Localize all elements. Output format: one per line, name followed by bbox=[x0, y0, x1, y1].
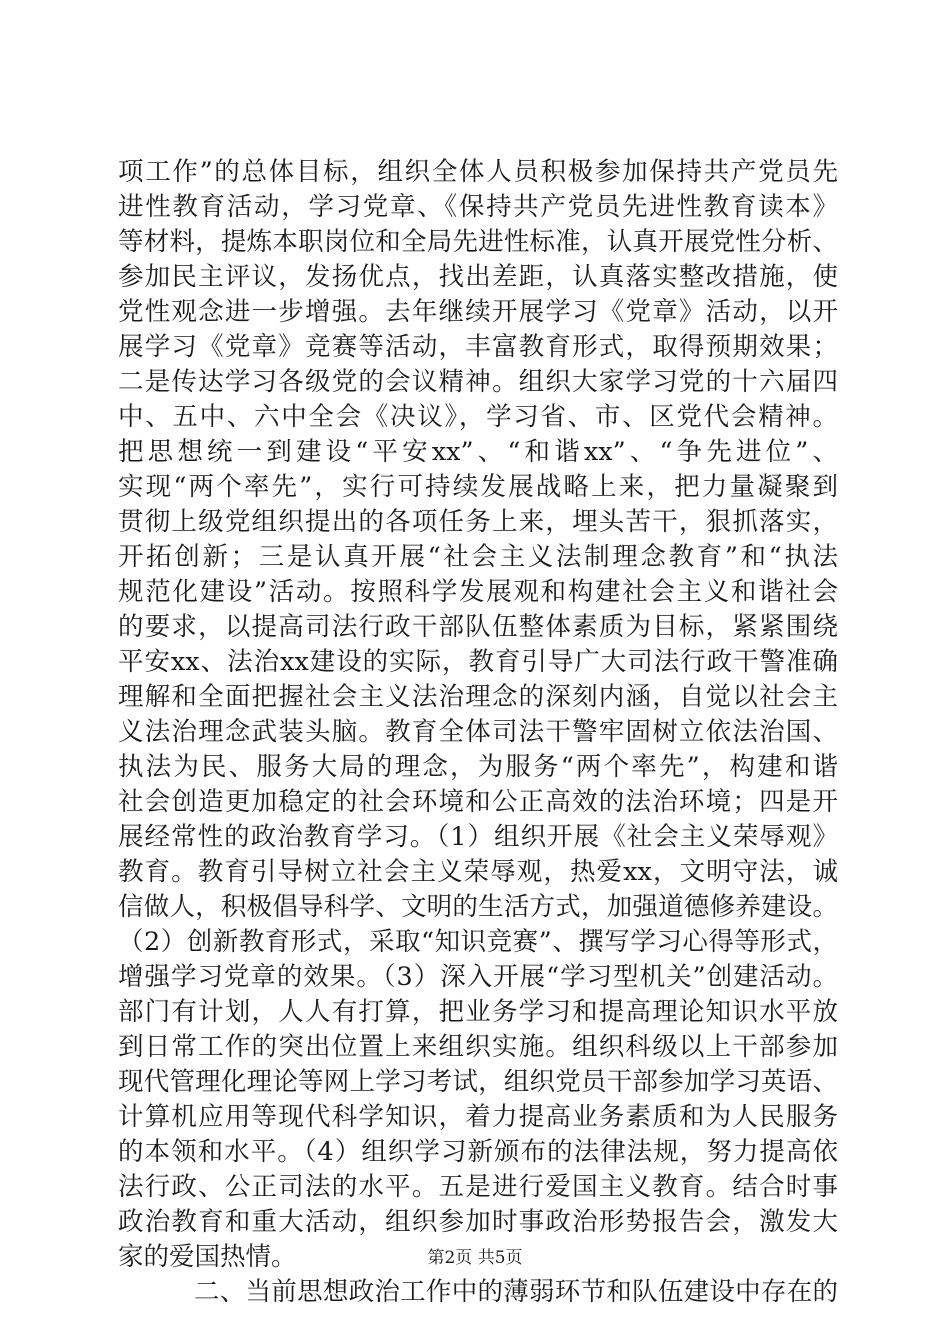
text-line: 展经常性的政治教育学习。（1）组织开展《社会主义荣辱观》 bbox=[118, 822, 838, 852]
text-line: 现代管理化理论等网上学习考试，组织党员干部参加学习英语、 bbox=[118, 1067, 838, 1097]
text-line: 贯彻上级党组织提出的各项任务上来，埋头苦干，狠抓落实， bbox=[118, 507, 838, 537]
text-line: 进性教育活动，学习党章、《保持共产党员先进性教育读本》 bbox=[118, 192, 838, 222]
text-line: 二是传达学习各级党的会议精神。组织大家学习党的十六届四 bbox=[118, 367, 838, 397]
text-line: 到日常工作的突出位置上来组织实施。组织科级以上干部参加 bbox=[118, 1032, 838, 1062]
text-line: 中、五中、六中全会《决议》，学习省、市、区党代会精神。 bbox=[118, 402, 838, 432]
text-line: 法行政、公正司法的水平。五是进行爱国主义教育。结合时事 bbox=[118, 1172, 838, 1202]
text-line: 展学习《党章》竞赛等活动，丰富教育形式，取得预期效果； bbox=[118, 332, 838, 362]
body-text bbox=[118, 155, 838, 1310]
text-line: 增强学习党章的效果。（3）深入开展“学习型机关”创建活动。 bbox=[118, 962, 838, 992]
text-line: 开拓创新；三是认真开展“社会主义法制理念教育”和“执法 bbox=[118, 542, 838, 572]
text-line: 教育。教育引导树立社会主义荣辱观，热爱xx，文明守法，诚 bbox=[118, 857, 838, 887]
text-line: 项工作”的总体目标，组织全体人员积极参加保持共产党员先 bbox=[118, 157, 838, 187]
text-line: 把思想统一到建设“平安xx”、“和谐xx”、“争先进位”、 bbox=[118, 437, 838, 467]
text-line: 等材料，提炼本职岗位和全局先进性标准，认真开展党性分析、 bbox=[118, 227, 838, 257]
text-line: 社会创造更加稳定的社会环境和公正高效的法治环境；四是开 bbox=[118, 787, 838, 817]
text-line: 平安xx、法治xx建设的实际，教育引导广大司法行政干警准确 bbox=[118, 647, 838, 677]
text-line: 参加民主评议，发扬优点，找出差距，认真落实整改措施，使 bbox=[118, 262, 838, 292]
text-line: 部门有计划，人人有打算，把业务学习和提高理论知识水平放 bbox=[118, 997, 838, 1027]
text-line-paragraph-end: 家的爱国热情。 bbox=[118, 1242, 297, 1272]
text-line: 政治教育和重大活动，组织参加时事政治形势报告会，激发大 bbox=[118, 1207, 838, 1237]
text-line: 规范化建设”活动。按照科学发展观和构建社会主义和谐社会 bbox=[118, 577, 838, 607]
text-line: （2）创新教育形式，采取“知识竞赛”、撰写学习心得等形式， bbox=[118, 927, 838, 957]
text-line: 执法为民、服务大局的理念，为服务“两个率先”，构建和谐 bbox=[118, 752, 838, 782]
text-line: 理解和全面把握社会主义法治理念的深刻内涵，自觉以社会主 bbox=[118, 682, 838, 712]
section-heading-line: 二、当前思想政治工作中的薄弱环节和队伍建设中存在的 bbox=[194, 1277, 838, 1307]
page-number-footer: 第2页 共5页 bbox=[427, 1248, 523, 1268]
text-line: 党性观念进一步增强。去年继续开展学习《党章》活动，以开 bbox=[118, 297, 838, 327]
text-line: 的要求，以提高司法行政干部队伍整体素质为目标，紧紧围绕 bbox=[118, 612, 838, 642]
text-line: 实现“两个率先”，实行可持续发展战略上来，把力量凝聚到 bbox=[118, 472, 838, 502]
text-line: 计算机应用等现代科学知识，着力提高业务素质和为人民服务 bbox=[118, 1102, 838, 1132]
text-line: 义法治理念武装头脑。教育全体司法干警牢固树立依法治国、 bbox=[118, 717, 838, 747]
text-line: 的本领和水平。（4）组织学习新颁布的法律法规，努力提高依 bbox=[118, 1137, 838, 1167]
text-line: 信做人，积极倡导科学、文明的生活方式，加强道德修养建设。 bbox=[118, 892, 838, 922]
